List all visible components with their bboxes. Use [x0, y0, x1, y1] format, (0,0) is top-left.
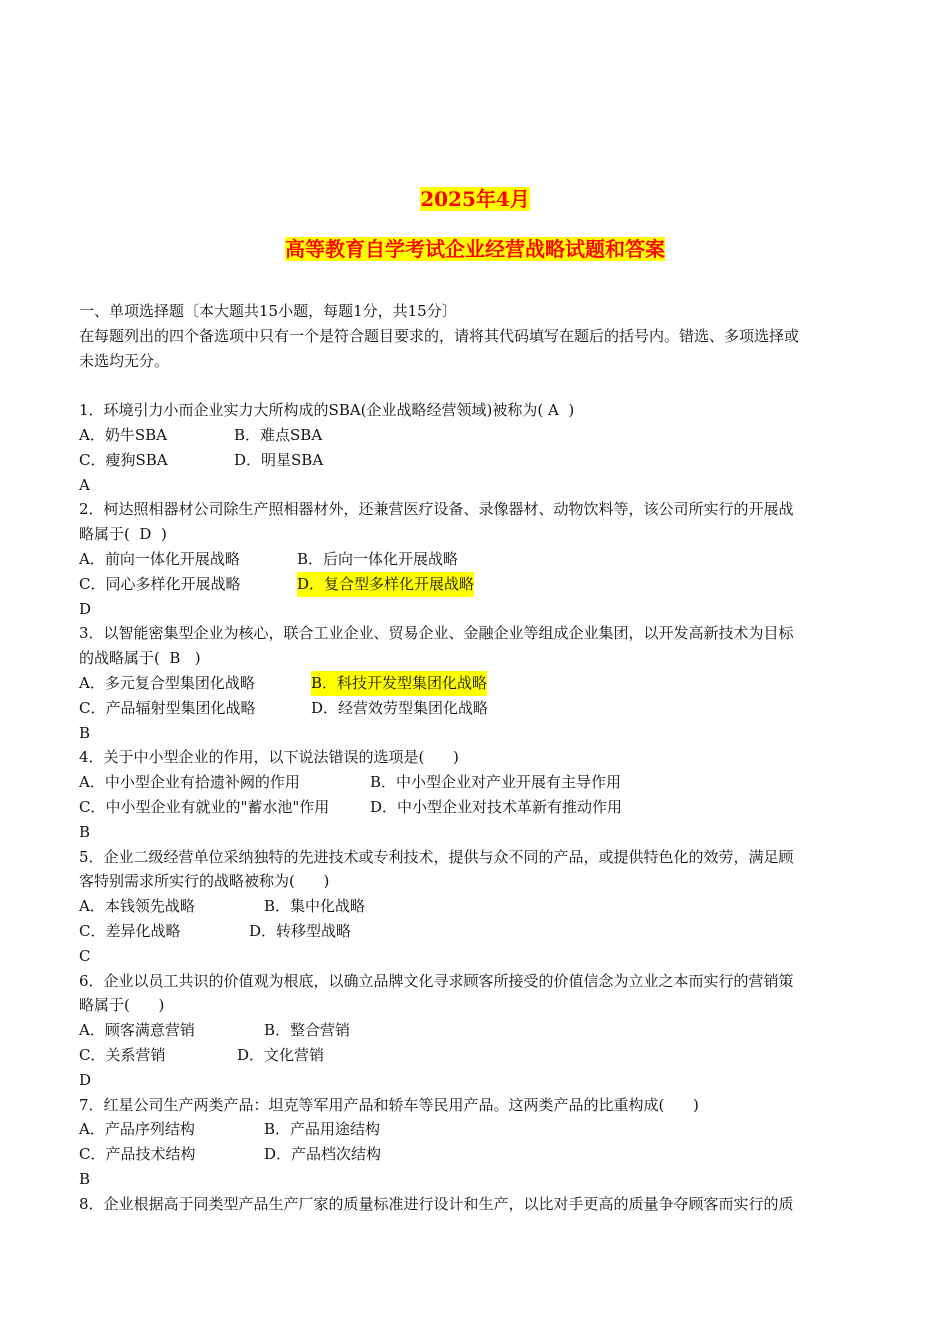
option-d: D．文化营销: [237, 1045, 325, 1064]
answer: D: [79, 1070, 92, 1089]
option-a: A．前向一体化开展战略: [79, 549, 240, 568]
option-a: A．产品序列结构: [79, 1120, 195, 1139]
option-d: D．转移型战略: [249, 921, 352, 940]
option-b: B．中小型企业对产业开展有主导作用: [370, 773, 622, 792]
document-body: [79, 299, 885, 1216]
option-row: [79, 696, 885, 721]
answer: B: [79, 723, 91, 742]
option-row: [79, 671, 885, 696]
option-row: [79, 547, 885, 572]
option-c: C．产品技术结构: [79, 1145, 196, 1164]
option-row: [79, 894, 885, 919]
question-stem: 3．以智能密集型企业为核心，联合工业企业、贸易企业、金融企业等组成企业集团，以开发高新技术为目标: [79, 624, 794, 643]
answer: C: [79, 946, 91, 965]
question-stem: 1．环境引力小而企业实力大所构成的SBA(企业战略经营领域)被称为( A ): [79, 401, 575, 420]
question-stem: 2．柯达照相器材公司除生产照相器材外，还兼营医疗设备、录像器材、动物饮料等，该公司所实行的开展战: [79, 500, 794, 519]
answer: D: [79, 599, 92, 618]
option-row: [79, 770, 885, 795]
option-a: A．奶牛SBA: [79, 425, 167, 444]
option-d-highlighted: D．复合型多样化开展战略: [297, 572, 474, 597]
question-stem: 4．关于中小型企业的作用，以下说法错误的选项是( ): [79, 748, 459, 767]
question-stem: 客特别需求所实行的战略被称为( ): [79, 872, 330, 891]
option-b: B．整合营销: [264, 1021, 351, 1040]
option-row: [79, 795, 885, 820]
option-b: B．后向一体化开展战略: [297, 549, 459, 568]
question-stem: 5．企业二级经营单位采纳独特的先进技术或专利技术，提供与众不同的产品，或提供特色化的效劳，满足顾: [79, 847, 794, 866]
document-title: 高等教育自学考试企业经营战略试题和答案: [285, 237, 665, 261]
option-row: [79, 448, 885, 473]
question-stem: 6．企业以员工共识的价值观为根底，以确立品牌文化寻求顾客所接受的价值信念为立业之本而实行的营销策: [79, 971, 794, 990]
option-b: B．产品用途结构: [264, 1120, 381, 1139]
option-row: [79, 1043, 885, 1068]
option-row: [79, 1018, 885, 1043]
option-a: A．多元复合型集团化战略: [79, 673, 255, 692]
question-stem: 略属于( D ): [79, 525, 167, 544]
option-row: [79, 572, 885, 597]
option-b-highlighted: B．科技开发型集团化战略: [311, 671, 487, 696]
option-d: D．中小型企业对技术革新有推动作用: [370, 797, 623, 816]
option-b: B．集中化战略: [264, 897, 366, 916]
option-d: D．经营效劳型集团化战略: [311, 698, 489, 717]
section-heading: 一、单项选择题〔本大题共15小题，每题1分，共15分〕: [79, 302, 457, 320]
option-c: C．产品辐射型集团化战略: [79, 698, 256, 717]
option-b: B．难点SBA: [234, 425, 323, 444]
option-d: D．明星SBA: [234, 450, 324, 469]
option-c: C．关系营销: [79, 1045, 166, 1064]
document-date: 2025年4月: [420, 187, 530, 211]
option-c: C．中小型企业有就业的"蓄水池"作用: [79, 797, 330, 816]
option-c: C．同心多样化开展战略: [79, 574, 241, 593]
instructions-line-2: 未选均无分。: [79, 351, 170, 370]
option-d: D．产品档次结构: [264, 1145, 382, 1164]
option-c: C．差异化战略: [79, 921, 181, 940]
option-row: [79, 423, 885, 448]
option-row: [79, 1142, 885, 1167]
answer: B: [79, 822, 91, 841]
question-stem: 略属于( ): [79, 996, 165, 1015]
option-a: A．中小型企业有拾遗补阙的作用: [79, 773, 300, 792]
question-stem: 7．红星公司生产两类产品：坦克等军用产品和轿车等民用产品。这两类产品的比重构成( ): [79, 1095, 699, 1114]
option-row: [79, 1117, 885, 1142]
instructions-line-1: 在每题列出的四个备选项中只有一个是符合题目要求的，请将其代码填写在题后的括号内。错选、多项选择或: [79, 326, 800, 345]
option-a: A．顾客满意营销: [79, 1021, 195, 1040]
option-c: C．瘦狗SBA: [79, 450, 168, 469]
question-stem: 8．企业根据高于同类型产品生产厂家的质量标准进行设计和生产，以比对手更高的质量争夺顾客而实行的质: [79, 1194, 794, 1213]
answer: B: [79, 1169, 91, 1188]
option-row: [79, 919, 885, 944]
option-a: A．本钱领先战略: [79, 897, 195, 916]
answer: A: [79, 475, 90, 494]
question-stem: 的战略属于( B ): [79, 649, 201, 668]
